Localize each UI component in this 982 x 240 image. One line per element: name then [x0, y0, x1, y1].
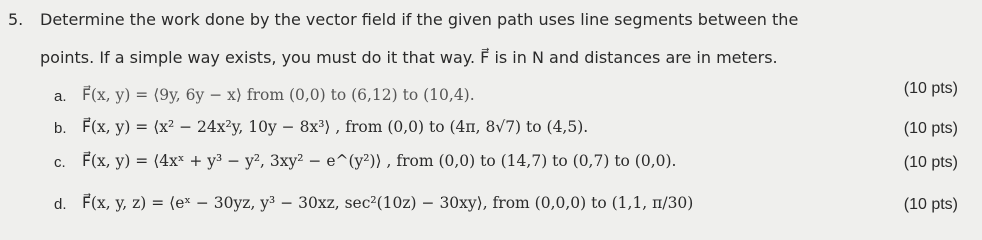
part-c-points: (10 pts): [903, 154, 958, 171]
part-d: [54, 194, 974, 220]
part-c-label: c.: [54, 154, 66, 171]
part-c-expression: F⃗(x, y) = ⟨4xˣ + y³ − y², 3xy² − e^(y²)⟩ , from (0,0) to (14,7) to (0,7) to (0,0).: [82, 152, 677, 170]
part-b-points: (10 pts): [903, 120, 958, 137]
part-b-expression: F⃗(x, y) = ⟨x² − 24x²y, 10y − 8x³⟩ , from (0,0) to (4π, 8√7) to (4,5).: [82, 118, 589, 136]
part-d-label: d.: [54, 196, 67, 213]
part-c: [54, 152, 974, 178]
part-d-expression: F⃗(x, y, z) = ⟨eˣ − 30yz, y³ − 30xz, sec²(10z) − 30xy⟩, from (0,0,0) to (1,1, π/30): [82, 194, 694, 212]
part-a-expression: F⃗(x, y) = ⟨9y, 6y − x⟩ from (0,0) to (6,12) to (10,4).: [82, 86, 475, 104]
problem-statement-line-2: points. If a simple way exists, you must do it that way. F⃗ is in N and distances are in meters.: [40, 48, 778, 67]
problem-number: 5.: [8, 10, 24, 29]
part-b: [54, 118, 974, 144]
part-a-label: a.: [54, 88, 67, 105]
part-b-label: b.: [54, 120, 67, 137]
part-d-points: (10 pts): [903, 196, 958, 213]
problem-statement-line-1: Determine the work done by the vector field if the given path uses line segments between the: [40, 10, 799, 29]
part-a-points: (10 pts): [903, 80, 958, 97]
part-a: [54, 80, 974, 112]
